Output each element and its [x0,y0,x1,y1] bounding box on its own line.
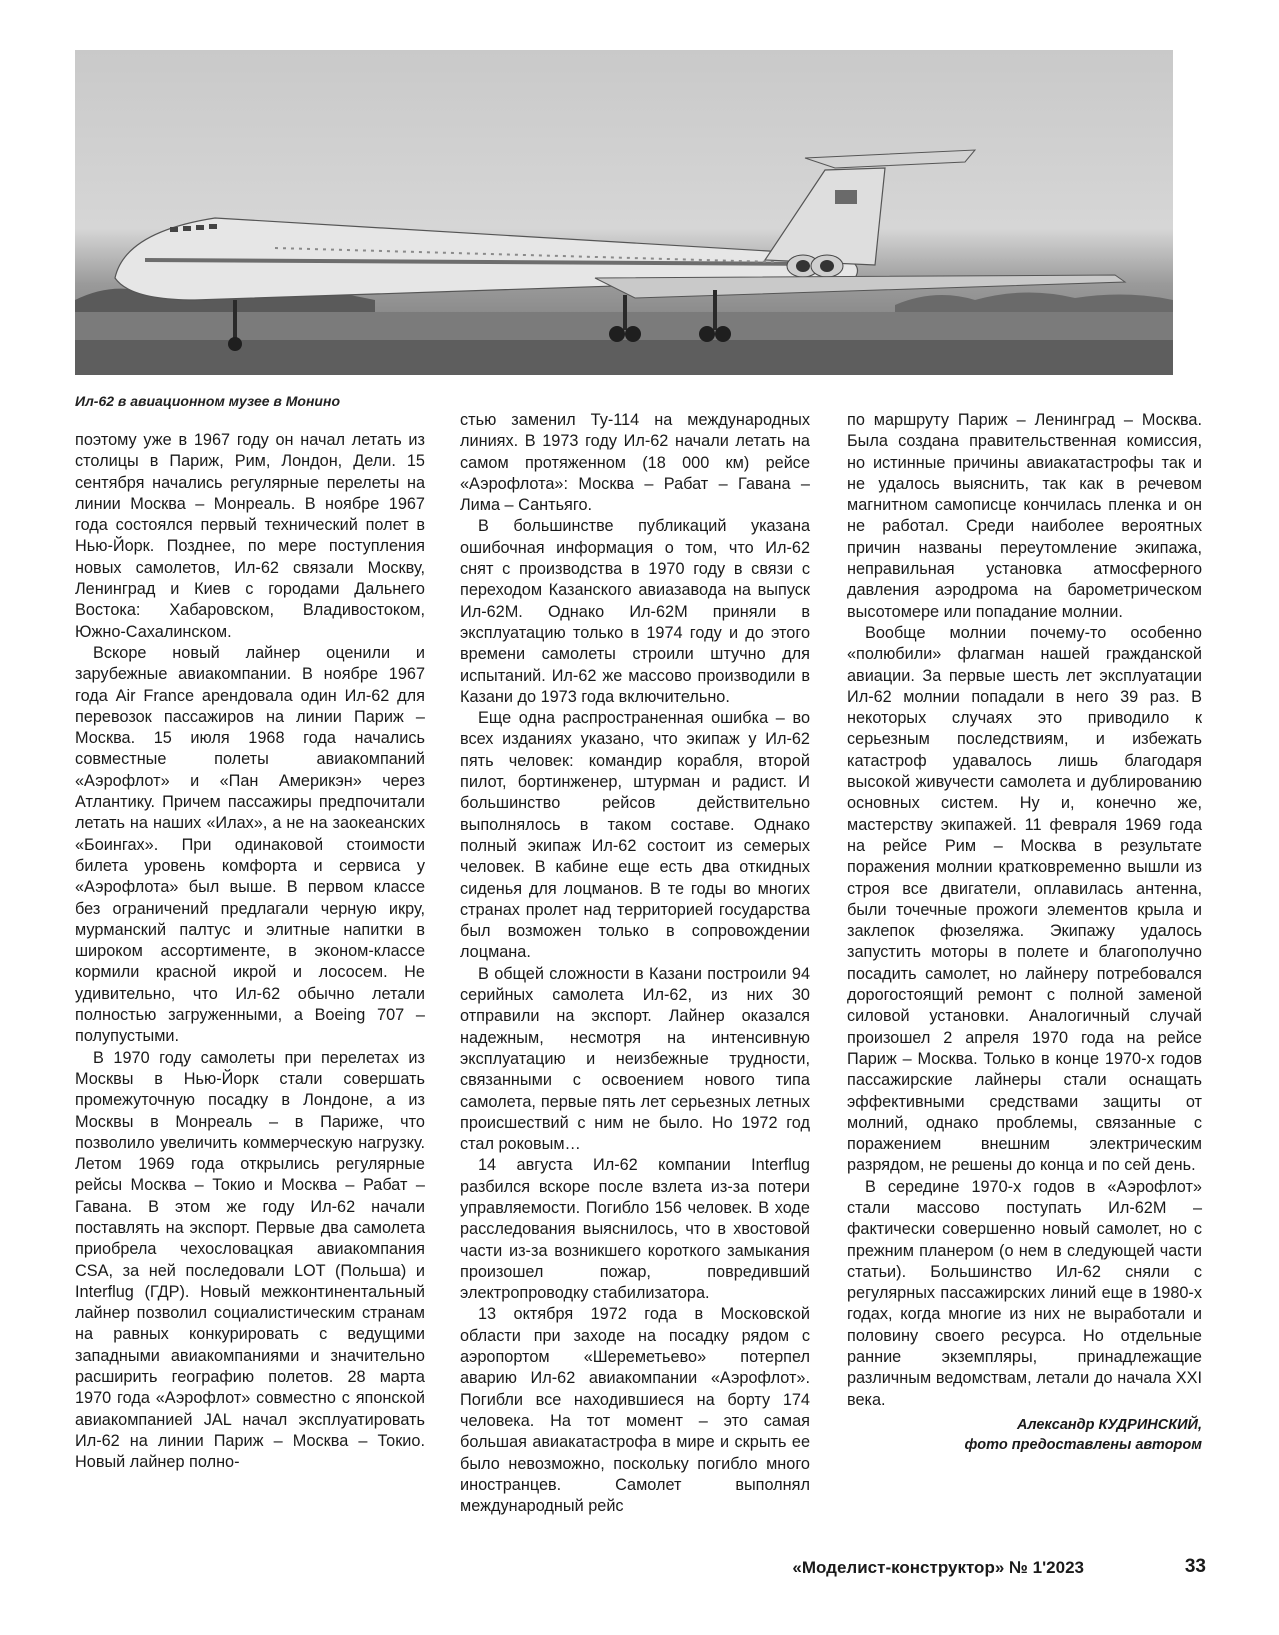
text-column-3 [847,410,1202,1455]
page-number: 33 [1184,1556,1206,1577]
paragraph: Вскоре новый лайнер оценили и зарубежные авиакомпании. В ноябре 1967 года Air France арендовала один Ил-62 для перевозок пассажиров на линии Париж – Москва. 15 июля 1968 года начались совместные полеты авиакомпаний «Аэрофлот» и «Пан Америкэн» через Атлантику. Причем пассажиры предпочитали летать на наших «Илах», а не на заокеанских «Боингах». При одинаковой стоимости билета уровень комфорта и сервиса у «Аэрофлота» был выше. В первом классе без ограничений предлагали черную икру, мурманский палтус и элитные напитки в широком ассортименте, в эконом-классе кормили красной икрой и лососем. Не удивительно, что Ил-62 обычно летали полностью загруженными, а Boeing 707 – полупустыми. [75,643,425,1046]
paragraph: поэтому уже в 1967 году он начал летать из столицы в Париж, Рим, Лондон, Дели. 15 сентября начались регулярные перелеты на линии Москва – Монреаль. В ноябре 1967 года состоялся первый технический полет в Нью-Йорк. Позднее, по мере поступления новых самолетов, Ил-62 связали Москву, Ленинград и Киев с городами Дальнего Востока: Хабаровском, Владивостоком, Южно-Сахалинском. [75,431,425,641]
paragraph: 14 августа Ил-62 компании Interflug разбился вскоре после взлета из-за потери управляемости. Погибло 156 человек. В ходе расследования выяснилось, что в хвостовой части из-за возникшего короткого замыкания произошел пожар, повредивший электропроводку стабилизатора. [460,1156,810,1303]
magazine-issue: «Моделист-конструктор» № 1'2023 [792,1558,1084,1577]
aircraft-photo [75,50,1173,375]
paragraph: В большинстве публикаций указана ошибочная информация о том, что Ил-62 снят с производства в 1970 году в связи с переходом Казанского авиазавода на выпуск Ил-62М. Однако Ил-62М приняли в эксплуатацию только в 1974 году и до этого времени самолеты строили штучно для испытаний. Ил-62 же массово производили в Казани до 1973 года включительно. [460,517,810,706]
author-signature [847,1415,1202,1455]
paragraph: Вообще молнии почему-то особенно «полюбили» флагман нашей гражданской авиации. За первые шесть лет эксплуатации Ил-62 молнии попадали в него 39 раз. В некоторых случаях это приводило к серьезным последствиям, и избежать катастроф удавалось лишь благодаря высокой живучести самолета и дублированию основных систем. Ну и, конечно же, мастерству экипажей. 11 февраля 1969 года на рейсе Рим – Москва в результате поражения молнии кратковременно вышли из строя все двигатели, оплавилась антенна, были точечные прожоги элементов крыла и заклепок фюзеляжа. Экипажу удалось запустить моторы в полете и благополучно посадить самолет, но лайнеру потребовался дорогостоящий ремонт с полной заменой силовой установки. Аналогичный случай произошел 2 апреля 1970 года на рейсе Париж – Москва. Только в конце 1970-х годов пассажирские лайнеры стали оснащать эффективными средствами защиты от молний, однако проблемы, связанные с поражением внешним электрическим разрядом, не решены до конца и по сей день. [847,623,1202,1175]
paragraph: Еще одна распространенная ошибка – во всех изданиях указано, что экипаж у Ил-62 пять человек: командир корабля, второй пилот, бортинженер, штурман и радист. И большинство рейсов действительно выполнялось в таком составе. Однако полный экипаж Ил-62 состоит из семерых человек. В кабине еще есть два откидных сиденья для лоцманов. В те годы во многих странах пролет над территорией государства был возможен только в сопровождении лоцмана. [460,709,810,962]
paragraph: 13 октября 1972 года в Московской области при заходе на посадку рядом с аэропортом «Шереметьево» потерпел аварию Ил-62 авиакомпании «Аэрофлот». Погибли все находившиеся на борту 174 человека. На тот момент – это самая большая авиакатастрофа в мире и скрыть ее было невозможно, поскольку погибло много иностранцев. Самолет выполнял международный рейс [460,1305,810,1516]
author-name: Александр КУДРИНСКИЙ, [1017,1416,1202,1433]
text-column-1 [75,430,425,1474]
paragraph: стью заменил Ту-114 на международных линиях. В 1973 году Ил-62 начали летать на самом протяженном (18 000 км) рейсе «Аэрофлота»: Москва – Рабат – Гавана – Лима – Сантьяго. [460,411,810,515]
text-column-2 [460,410,810,1517]
paragraph: по маршруту Париж – Ленинград – Москва. Была создана правительственная комиссия, но истинные причины авиакатастрофы так и не удалось выяснить, так как в речевом магнитном самописце кончилась пленка и он не работал. Среди наиболее вероятных причин названы переутомление экипажа, неправильная установка атмосферного давления аэродрома на барометрическом высотомере или попадание молнии. [847,411,1202,621]
photo-caption: Ил-62 в авиационном музее в Монино [75,393,340,409]
paragraph: В 1970 году самолеты при перелетах из Москвы в Нью-Йорк стали совершать промежуточную посадку в Лондоне, а из Москвы в Монреаль – в Париже, что позволило увеличить коммерческую нагрузку. Летом 1969 года открылись регулярные рейсы Москва – Токио и Москва – Рабат – Гавана. В этом же году Ил-62 начали поставлять на экспорт. Первые два самолета приобрела чехословацкая авиакомпания CSA, за ней последовали LOT (Польша) и Interflug (ГДР). Новый межконтинентальный лайнер позволил социалистическим странам на равных конкурировать с ведущими западными авиакомпаниями и значительно расширить географию полетов. 28 марта 1970 года «Аэрофлот» совместно с японской авиакомпанией JAL начал эксплуатировать Ил-62 на линии Париж – Москва – Токио. Новый лайнер полно- [75,1048,425,1472]
photo-credit: фото предоставлены автором [964,1436,1202,1453]
aircraft-illustration [75,50,1173,375]
paragraph: В середине 1970-х годов в «Аэрофлот» стали массово поступать Ил-62М – фактически совершенно новый самолет, но с прежним планером (о нем в следующей части статьи). Большинство Ил-62 сняли с регулярных пассажирских линий еще в 1980-х годах, когда многие из них не выработали и половину своего ресурса. Но отдельные ранние экземпляры, принадлежащие различным ведомствам, летали до начала XXI века. [847,1177,1202,1409]
paragraph: В общей сложности в Казани построили 94 серийных самолета Ил-62, из них 30 отправили на экспорт. Лайнер оказался надежным, несмотря на интенсивную эксплуатацию и неизбежные трудности, связанными с освоением нового типа самолета, первые пять лет серьезных летных происшествий с ним не было. Но 1972 год стал роковым… [460,964,810,1154]
